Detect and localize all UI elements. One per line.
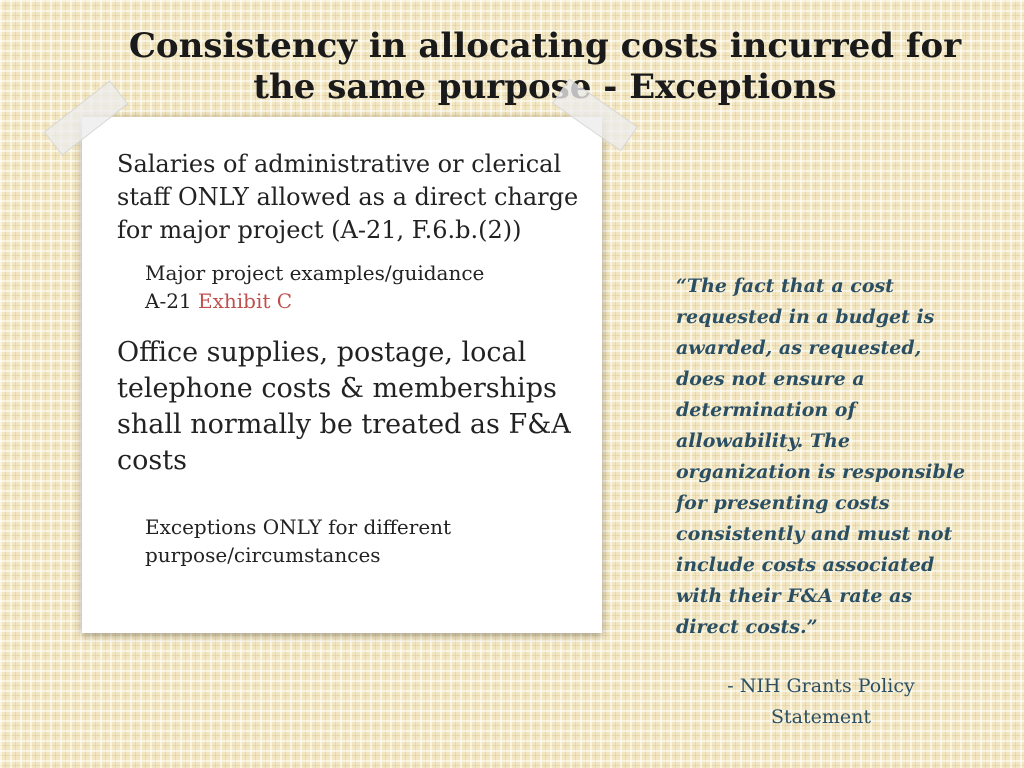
nih-quote: “The fact that a cost requested in a budget is awarded, as requested, does not ensure a determination of allowability. The organization is responsible for presenting costs consistently and must not include costs associated with their F&A rate as direct costs.” — [676, 275, 966, 638]
sub-bullet-line-1: Major project examples/guidance — [145, 261, 485, 285]
quote-attribution: - NIH Grants Policy Statement — [727, 675, 915, 728]
bullet-office-supplies: Office supplies, postage, local telephone costs & memberships shall normally be treated as F&A costs — [117, 337, 571, 476]
bullet-admin-salaries: Salaries of administrative or clerical staff ONLY allowed as a direct charge for major project (A-21, F.6.b.(2)) — [117, 150, 579, 244]
sub-bullet-major-project — [145, 259, 587, 315]
sub-bullet-exceptions: Exceptions ONLY for different purpose/circumstances — [145, 515, 452, 567]
sub-bullet-prefix: A-21 — [145, 289, 199, 313]
exhibit-c-link[interactable]: Exhibit C — [198, 289, 293, 313]
title-line-2: the same purpose - Exceptions — [253, 67, 837, 107]
title-line-1: Consistency in allocating costs incurred for — [128, 26, 962, 66]
bullet-list — [117, 148, 587, 589]
slide-title — [60, 26, 1024, 108]
